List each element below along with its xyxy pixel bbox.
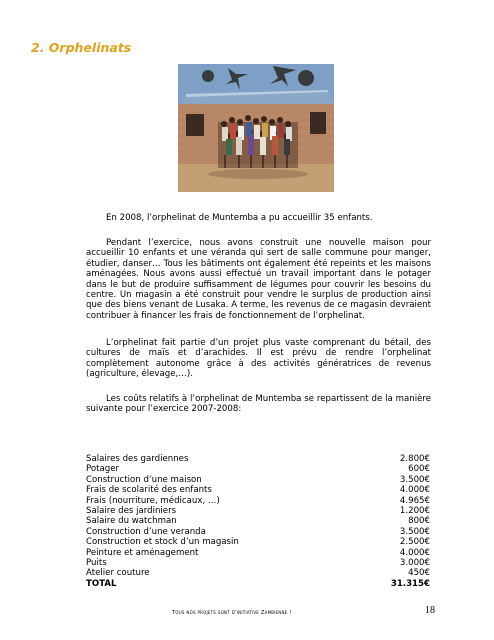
cost-row	[86, 464, 430, 474]
cost-total-row	[86, 579, 430, 589]
cost-label: Puits	[86, 558, 107, 569]
cost-label: Potager	[86, 464, 120, 475]
cost-row	[86, 506, 430, 516]
paragraph-intro	[86, 213, 431, 223]
cost-amount: 2.800€	[399, 454, 430, 464]
paragraph-project	[86, 338, 431, 380]
cost-amount: 600€	[408, 464, 430, 475]
cost-row	[86, 475, 430, 485]
cost-label: Construction d’une veranda	[86, 526, 206, 537]
cost-row	[86, 568, 430, 578]
cost-amount: 2.500€	[399, 537, 430, 548]
cost-label: Salaire des jardiniers	[86, 506, 177, 517]
paragraph-costs-intro	[86, 394, 431, 415]
total-amount: 31.315€	[390, 578, 430, 589]
cost-amount: 3.000€	[399, 558, 430, 569]
orphanage-photo	[178, 64, 334, 192]
cost-row	[86, 527, 430, 537]
cost-amount: 4.000€	[399, 485, 430, 496]
cost-row	[86, 537, 430, 547]
total-label: TOTAL	[86, 578, 117, 589]
cost-amount: 450€	[408, 568, 430, 579]
paragraph-text: En 2008, l’orphelinat de Muntemba a pu accueillir 35 enfants.	[106, 213, 373, 223]
cost-label: Construction et stock d’un magasin	[86, 537, 239, 548]
cost-label: Frais de scolarité des enfants	[86, 485, 212, 496]
cost-label: Construction d’une maison	[86, 474, 202, 485]
cost-row	[86, 548, 430, 558]
cost-label: Frais (nourriture, médicaux, …)	[86, 495, 220, 506]
cost-amount: 4.965€	[399, 495, 430, 506]
cost-row	[86, 496, 430, 506]
cost-amount: 3.500€	[399, 526, 430, 537]
cost-table	[86, 454, 430, 589]
cost-label: Atelier couture	[86, 568, 150, 579]
section-heading: 2. Orphelinats	[31, 40, 132, 55]
cost-amount: 3.500€	[399, 474, 430, 485]
cost-row	[86, 454, 430, 464]
cost-row	[86, 516, 430, 526]
cost-row	[86, 558, 430, 568]
page-footer: Tous nos projets sont d’initiative Zambienne !	[172, 610, 292, 616]
paragraph-construction	[86, 238, 431, 321]
paragraph-text: Les coûts relatifs à l’orphelinat de Muntemba se repartissent de la manière suivante pour l’exercice 2007-2008:	[86, 394, 431, 415]
page-number: 18	[425, 605, 435, 616]
cost-amount: 800€	[408, 516, 430, 527]
cost-amount: 1.200€	[399, 506, 430, 517]
cost-label: Peinture et aménagement	[86, 547, 199, 558]
cost-label: Salaires des gardiennes	[86, 454, 189, 464]
paragraph-text: Pendant l’exercice, nous avons construit une nouvelle maison pour accueillir 10 enfants et une véranda qui sert de salle commune pour manger, étudier, danser… Tous les bâtiments ont également été repeints et les maisons aménagées. Nous avons aussi effectué un travail important dans le potager dans le but de produire suffisamment de légumes pour couvrir les besoins du centre. Un magasin a été construit pour vendre le surplus de production ainsi que des biens venant de Lusaka. A terme, les revenus de ce magasin devraient contribuer à financer les frais de fonctionnement de l’orphelinat.	[86, 238, 431, 321]
cost-row	[86, 485, 430, 495]
cost-amount: 4.000€	[399, 547, 430, 558]
paragraph-text: L’orphelinat fait partie d’un projet plus vaste comprenant du bétail, des cultures de maïs et d’arachides. Il est prévu de rendre l’orphelinat complètement autonome grâce à des activités génératrices de revenus (agriculture, élevage,…).	[86, 338, 431, 380]
cost-label: Salaire du watchman	[86, 516, 177, 527]
